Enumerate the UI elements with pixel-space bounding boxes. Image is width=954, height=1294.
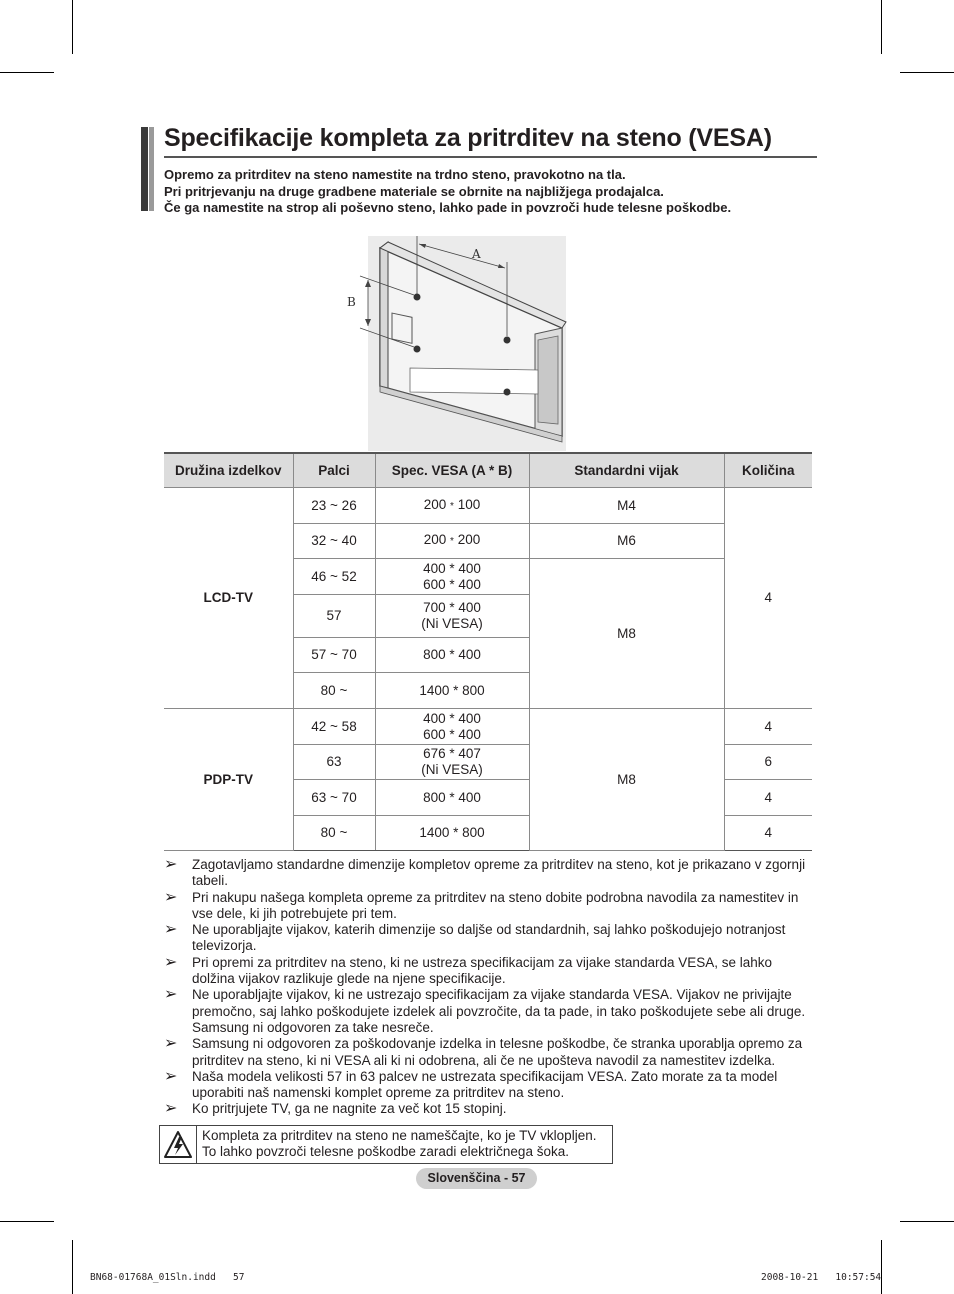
- tv-mount-diagram: [340, 236, 570, 451]
- size-cell: 32 ~ 40: [293, 524, 375, 559]
- size-cell: 42 ~ 58: [293, 709, 375, 745]
- note-item: ➢ Zagotavljamo standardne dimenzije kompletov opreme za pritrditev na steno, kot je prikazano v zgornji tabeli.: [164, 856, 806, 889]
- intro-text: [164, 167, 731, 217]
- crop-mark: [0, 72, 54, 73]
- size-cell: 57: [293, 595, 375, 638]
- crop-mark: [900, 72, 954, 73]
- size-cell: 63: [293, 745, 375, 780]
- note-item: ➢ Naša modela velikosti 57 in 63 palcev ne ustrezata specifikacijam VESA. Zato morate za ta model uporabiti naš namenski komplet opreme za pritrditev na steno.: [164, 1067, 778, 1101]
- product-family-cell: LCD-TV: [164, 488, 293, 709]
- crop-mark: [900, 1221, 954, 1222]
- notes-list: [164, 857, 814, 1118]
- warning-line: To lahko povzroči telesne poškodbe zaradi električnega šoka.: [202, 1144, 569, 1159]
- note-item: ➢ Pri nakupu našega kompleta opreme za pritrditev na steno dobite podrobna navodila za namestitev in vse dele, ki jih potrebujete pri tem.: [164, 888, 799, 921]
- vesa-cell: 800 * 400: [375, 780, 529, 816]
- intro-line: Pri pritrjevanju na druge gradbene materiale se obrnite na najbližjega prodajalca.: [164, 183, 664, 199]
- crop-mark: [881, 0, 882, 54]
- table-header-row: [164, 453, 812, 488]
- title-accent-bar: [149, 127, 154, 211]
- column-header: Družina izdelkov: [164, 453, 293, 488]
- svg-text:A: A: [472, 247, 481, 261]
- note-item: ➢ Ne uporabljajte vijakov, ki ne ustrezajo specifikacijam za vijake standarda VESA. Vijakov ne privijajte premočno, saj lahko poškodujete izdelek ali povzročite, da ta pade, in tako poškodujete sebe ali druge. Samsung ni odgovoren za take nesreče.: [164, 986, 806, 1035]
- quantity-cell: 4: [724, 709, 812, 745]
- screw-cell: M8: [529, 559, 724, 709]
- svg-text:B: B: [347, 295, 356, 309]
- print-file-name: BN68-01768A_01Sln.indd 57: [90, 1272, 245, 1283]
- title-underline: [164, 156, 817, 158]
- vesa-cell: 676 * 407 (Ni VESA): [375, 745, 529, 780]
- quantity-cell: 4: [724, 816, 812, 851]
- column-header: Količina: [724, 453, 812, 488]
- note-item: ➢ Pri opremi za pritrditev na steno, ki ne ustreza specifikacijam za vijake standarda VESA, se lahko dolžina vijakov razlikuje glede na njene specifikacije.: [164, 953, 773, 987]
- note-item: ➢ Ne uporabljajte vijakov, katerih dimenzije so daljše od standardnih, saj lahko poškodujejo notranjost televizorja.: [164, 921, 786, 954]
- page-title: Specifikacije kompleta za pritrditev na steno (VESA): [164, 124, 772, 152]
- screw-cell: M6: [529, 524, 724, 559]
- warning-line: Kompleta za pritrditev na steno ne nameščajte, ko je TV vklopljen.: [202, 1128, 597, 1143]
- intro-line: Opremo za pritrditev na steno namestite na trdno steno, pravokotno na tla.: [164, 167, 626, 182]
- quantity-cell: 4: [724, 488, 812, 709]
- arrow-bullet-icon: ➢: [164, 1035, 178, 1053]
- crop-mark: [881, 1240, 882, 1294]
- crop-mark: [72, 0, 73, 54]
- vesa-cell: 200 * 200: [375, 524, 529, 559]
- size-cell: 63 ~ 70: [293, 780, 375, 816]
- crop-mark: [0, 1221, 54, 1222]
- vesa-cell: 1400 * 800: [375, 816, 529, 851]
- arrow-bullet-icon: ➢: [164, 1067, 178, 1085]
- warning-text: [202, 1128, 596, 1160]
- warning-box: [159, 1125, 613, 1164]
- vesa-cell: 400 * 400 600 * 400: [375, 709, 529, 745]
- screw-cell: M8: [529, 709, 724, 851]
- size-cell: 80 ~: [293, 816, 375, 851]
- vesa-cell: 800 * 400: [375, 638, 529, 673]
- note-item: ➢ Ko pritrjujete TV, ga ne nagnite za več kot 15 stopinj.: [164, 1100, 507, 1118]
- arrow-bullet-icon: ➢: [164, 921, 178, 939]
- vesa-cell: 700 * 400 (Ni VESA): [375, 595, 529, 638]
- vesa-cell: 1400 * 800: [375, 673, 529, 709]
- table-row: [164, 488, 812, 524]
- arrow-bullet-icon: ➢: [164, 986, 178, 1004]
- product-family-cell: PDP-TV: [164, 709, 293, 851]
- size-cell: 57 ~ 70: [293, 638, 375, 673]
- column-header: Palci: [293, 453, 375, 488]
- vesa-spec-table: [164, 452, 812, 851]
- page-number-badge: Slovenščina - 57: [416, 1168, 537, 1189]
- title-accent-bar: [141, 127, 148, 211]
- size-cell: 80 ~: [293, 673, 375, 709]
- screw-cell: M4: [529, 488, 724, 524]
- vesa-cell: 400 * 400 600 * 400: [375, 559, 529, 595]
- arrow-bullet-icon: ➢: [164, 856, 178, 873]
- crop-mark: [72, 1240, 73, 1294]
- size-cell: 46 ~ 52: [293, 559, 375, 595]
- column-header: Standardni vijak: [529, 453, 724, 488]
- print-timestamp: 2008-10-21 10:57:54: [761, 1272, 882, 1283]
- table-row: [164, 709, 812, 745]
- note-item: ➢ Samsung ni odgovoren za poškodovanje izdelka in telesne poškodbe, če stranka uporablja opremo za pritrditev na steno, ki ni VESA ali ki ni odobrena, ali če ne upošteva navodil za namestitev izdelka.: [164, 1035, 803, 1068]
- vesa-cell: 200 * 100: [375, 488, 529, 524]
- arrow-bullet-icon: ➢: [164, 888, 178, 906]
- arrow-bullet-icon: ➢: [164, 953, 178, 971]
- size-cell: 23 ~ 26: [293, 488, 375, 524]
- column-header: Spec. VESA (A * B): [375, 453, 529, 488]
- quantity-cell: 6: [724, 745, 812, 780]
- intro-line: Če ga namestite na strop ali poševno steno, lahko pade in povzroči hude telesne poškodbe.: [164, 200, 732, 215]
- quantity-cell: 4: [724, 780, 812, 816]
- arrow-bullet-icon: ➢: [164, 1100, 178, 1118]
- warning-triangle-icon: [160, 1126, 197, 1163]
